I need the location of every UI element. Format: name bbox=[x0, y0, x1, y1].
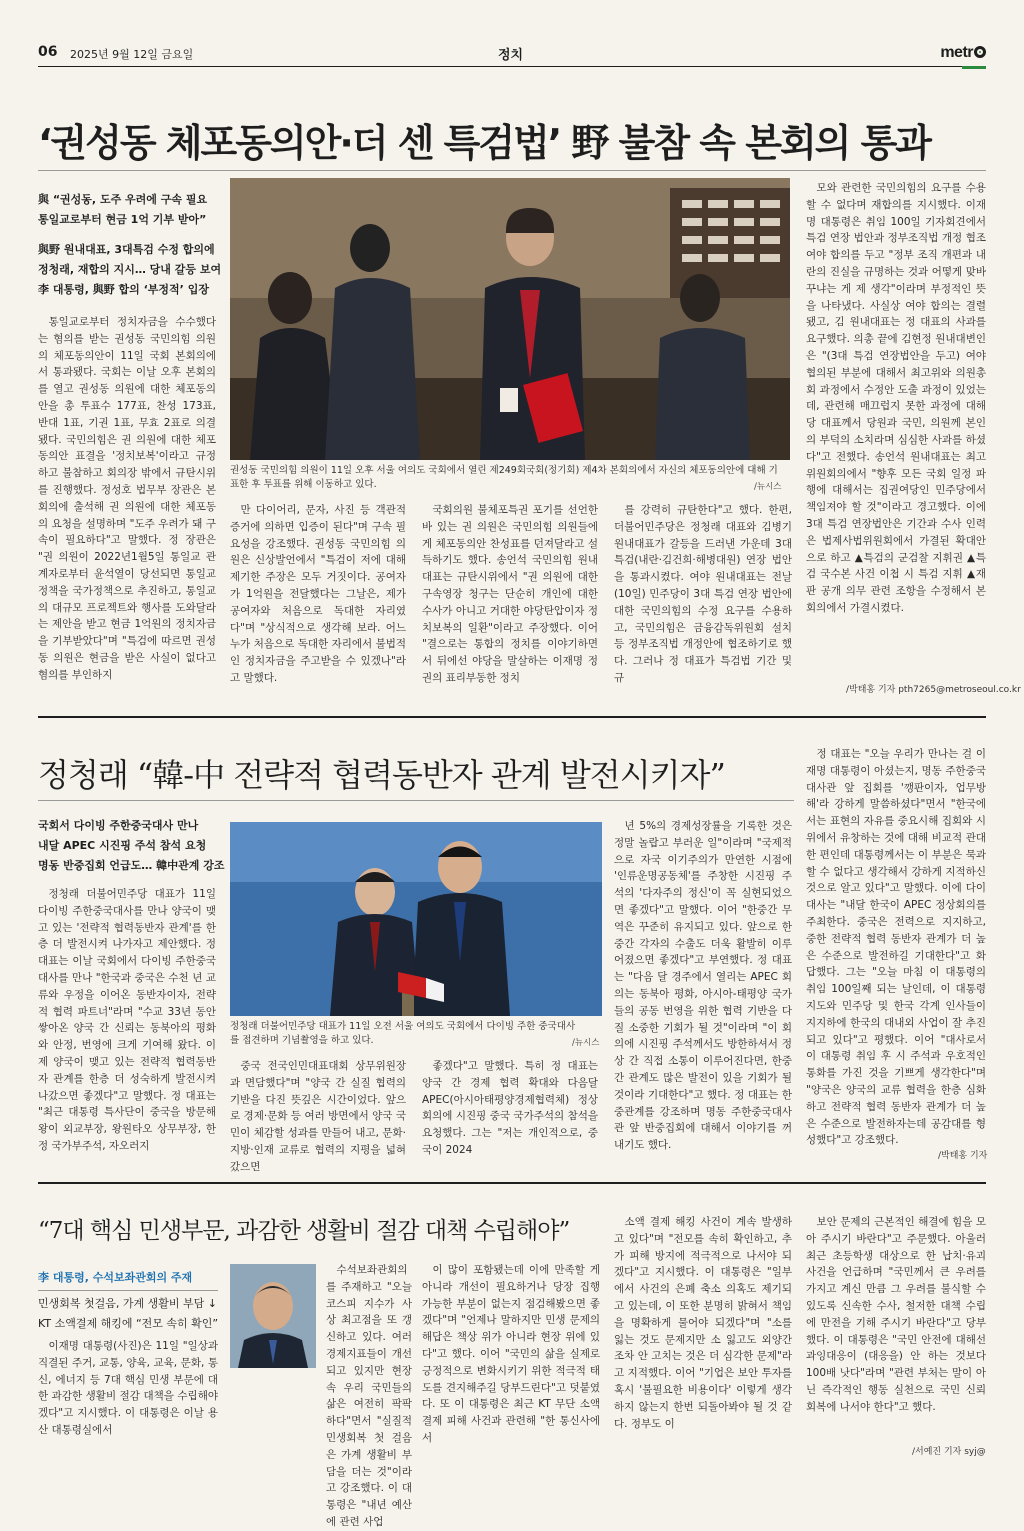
article1-column-4 bbox=[614, 502, 792, 700]
article3-byline: /서예진 기자 syj@ bbox=[912, 1447, 986, 1457]
article2-col5-text: 정 대표는 "오늘 우리가 만나는 걸 이재명 대통령이 아셨는지, 명동 주한중국대사관 앞 집회를 '깽판이자, 업무방해'라 강하게 말씀하셨다"면서 "한국에서는 표현의 자유를 중요시해 집회와 시위에서 유창하는 것에 대해 비교적 관대한 편인데 대통령께서는 이 부분은 묵과할 수 없다고 생각해서 강하게 지적하신 것으로 알고 있다"고 말했다. 이에 다이 대사는 "내달 한국이 APEC 정상회의를 주최한다. 중국은 전력으로 지지하고, 중한 전략적 협력 동반자 관계가 더 높은 수준으로 발전하길 기대한다"고 화답했다. 그는 "오늘 마침 이 대통령의 취임 100일째 되는 날인데, 이 대통령 지도와 민주당 및 한국 각계 인사들이 지지하에 한국의 대내외 사업이 잘 추진되고 있다"고 평했다. 이어 "대사로서 이 대통령 취임 후 시 주석과 우호적인 통화를 가진 것을 기쁘게 생각한다"며 "양국은 양국의 교류 협력을 한층 심화하고 전략적 협력 동반자 관계가 더 높은 수준으로 발전하자는데 공감대를 형성했다"고 강조했다. bbox=[806, 748, 986, 1147]
article2-photo bbox=[230, 822, 602, 1016]
article3-subhead-3: KT 소액결제 해킹에 “전모 속히 확인” bbox=[38, 1317, 219, 1330]
page-header bbox=[38, 44, 986, 64]
article2-photo-credit: /뉴시스 bbox=[572, 1038, 600, 1048]
article1-bottom-rule bbox=[38, 716, 986, 718]
logo-text: metr bbox=[940, 44, 973, 61]
article1-subhead-5: 李 대통령, 與野 합의 ‘부정적’ 입장 bbox=[38, 283, 209, 296]
logo-mark-icon bbox=[974, 46, 986, 58]
article2-col1-text: 정청래 더불어민주당 대표가 11일 다이빙 주한중국대사를 만나 양국이 맺고 있는 '전략적 협력동반자 관계'를 한층 더 발전시켜 나가자고 제안했다. 정 대표는 이날 국회에서 다이빙 주한중국대사를 만나 "한국과 중국은 수천 년 교류와 우정을 이어온 동반자이자, 전략적 협력 파트너"라며 "수교 33년 동안 쌓아온 양국 간 신뢰는 동북아의 평화와 안정, 번영에 크게 기여해 왔다. 이제 양국이 맺고 있는 전략적 협력동반자 관계를 한층 더 성숙하게 발전시켜 나갔으면 좋겠다"고 말했다. 정 대표는 "최근 대통령 특사단이 중국을 방문해 왕이 외교부장, 왕원타오 상무부장, 한정 국가부주석, 자오러지 bbox=[38, 888, 216, 1152]
article3-col4-text: 소액 결제 해킹 사건이 계속 발생하고 있다"며 "전모를 속히 확인하고, 추가 피해 방지에 적극적으로 나서야 되겠다"고 지시했다. 이 대통령은 "일부에서 사건의 은폐 축소 의혹도 제기되고 있는데, 이 또한 분명히 밝혀서 책임을 명확하게 물어야 되겠다"며 "소를 잃는 것도 문제지만 소 잃고도 외양간조차 안 고치는 것은 더 심각한 문제"라고 지적했다. 이어 "기업은 보안 투자를 혹시 '불필요한 비용이다' 이렇게 생각하지 않는지 한번 되돌아봐야 될 것 같다. 정부도 이 bbox=[614, 1216, 792, 1430]
article1-col1-text: 통일교로부터 정치자금을 수수했다는 혐의를 받는 권성동 국민의힘 의원의 체포동의안이 11일 국회 본회의에서 통과됐다. 국회는 이날 오후 본회의를 열고 권성동 의원에 대한 체포동의안을 총 투표수 177표, 찬성 173표, 반대 1표, 기권 1표, 무효 2표로 의결됐다. 국민의힘은 권 의원에 대한 체포동의안 표결을 '정치보복'이라고 규정하고 불참하고 회의장 밖에서 규탄시위를 진행했다. 정성호 법무부 장관은 본회의에 출석해 권 의원에 대한 체포동의 요청을 설명하며 "도주 우려가 돼 구속이 필요하다"고 말했다. 정 장관은 "권 의원이 2022년1월5일 통일교 관계자로부터 윤석열이 당선되면 통일교 정책을 국가정책으로 추진하고, 통일교의 대규모 프로젝트와 행사를 도와달라는 제안을 받고 현금 1억원의 정치자금을 기부받았다"며 "특검에 따르면 권성동 의원은 현금을 받은 사실이 없다고 혐의를 부인하지 bbox=[38, 316, 216, 681]
president-portrait bbox=[230, 1264, 316, 1368]
page-number: 06 bbox=[38, 44, 58, 60]
article1-column-1 bbox=[38, 314, 216, 700]
article1-photo-credit: /뉴시스 bbox=[754, 482, 782, 492]
article3-subhead-2: 민생회복 첫걸음, 가계 생활비 부담 ↓ bbox=[38, 1297, 217, 1310]
article1-photo-caption: 권성동 국민의힘 의원이 11일 오후 서울 여의도 국회에서 열린 제249회국회(정기회) 제4차 본회의에서 자신의 체포동의안에 대해 기표한 후 투표를 위해 이동하고 있다. bbox=[230, 465, 778, 490]
article3-col5-text: 보안 문제의 근본적인 해결에 힘을 모아 주시기 바란다"고 주문했다. 아울러 최근 초등학생 대상으로 한 납치·유괴 사건을 언급하며 "국민께서 큰 우려를 가지고 계신 만큼 그 우려를 불식할 수 있도록 신속한 수사, 철저한 대책 수립에 만전을 기해 주시기 바란다"고 당부했다. 이 대통령은 "국민 안전에 대해선 과잉대응이 (대응을) 안 하는 것보다 100배 낫다"라며 "관련 부처는 말이 아닌 즉각적인 행동 실천으로 국민 신뢰 회복에 나서야 한다"고 했다. bbox=[806, 1216, 986, 1413]
article2-col2-text: 중국 전국인민대표대회 상무위원장과 면담했다"며 "양국 간 실질 협력의 기반을 다진 뜻깊은 시간이었다. 앞으로 경제·문화 등 여러 방면에서 양국 국민이 체감할 성과를 만들어 내고, 문화·지방·인재 교류로 협력의 지평을 넓혀갔으면 bbox=[230, 1060, 406, 1173]
article3-column-4 bbox=[614, 1214, 792, 1462]
article3-headline: “7대 핵심 민생부문, 과감한 생활비 절감 대책 수립해야” bbox=[38, 1218, 570, 1244]
article2-bottom-rule bbox=[38, 1182, 986, 1184]
article1-col4-text: 를 강력히 규탄한다"고 했다. 한편, 더불어민주당은 정청래 대표와 김병기 원내대표가 갈등을 드러낸 가운데 3대 특검(내란·김건희·해병대원) 연장 법안을 통과시켰다. 여야 원내대표는 전날(10일) 민주당이 3대 특검 연장 법안에 대한 국민의힘의 수정 요구를 수용하고, 국민의힘은 금융감독위원회 설치 등 정부조직법 개정안에 협조하기로 했다. 그러나 정 대표가 특검법 기간 및 규 bbox=[614, 504, 792, 684]
article2-column-3 bbox=[422, 1058, 598, 1166]
article3-col2-text: 수석보좌관회의를 주재하고 "오늘 코스피 지수가 사상 최고점을 또 갱신하고 있다. 여러 경제지표들이 개선되고 있지만 현장 속 우리 국민들의 삶은 여전히 팍팍하다"면서 "실질적 민생회복 첫 걸음은 가계 생활비 부담을 더는 것"이라고 강조했다. 이 대통령은 "내년 예산에 관련 사업 bbox=[326, 1264, 412, 1528]
article3-col3-text: 이 많이 포함됐는데 이에 만족할 게 아니라 개선이 필요하거나 당장 집행 가능한 부분이 없는지 점검해봤으면 좋겠다"며 "언제나 말하지만 민생 문제의 해답은 책상 위가 아니라 현장 위에 있다"고 했다. 이어 "국민의 삶을 실제로 긍정적으로 변화시키기 위한 적극적 태도를 견지해주길 당부드린다"고 덧붙였다. 또 이 대통령은 최근 KT 무단 소액결제 피해 사건과 관련해 "한 통신사에서 bbox=[422, 1264, 600, 1444]
portrait-illustration bbox=[230, 1264, 316, 1368]
header-rule bbox=[38, 66, 986, 67]
article1-column-5 bbox=[806, 180, 986, 674]
article3-subhead-1: 李 대통령, 수석보좌관회의 주재 bbox=[38, 1271, 193, 1284]
meeting-scene-illustration bbox=[230, 822, 602, 1016]
article3-subhead-rule bbox=[38, 1290, 218, 1291]
article1-column-2 bbox=[230, 502, 406, 700]
article3-column-2a bbox=[326, 1262, 412, 1528]
metro-logo bbox=[940, 44, 986, 62]
article1-byline: /박태홍 기자 pth7265@metroseoul.co.kr bbox=[846, 685, 1021, 695]
article2-subhead-2: 내달 APEC 시진핑 주석 참석 요청 bbox=[38, 839, 207, 852]
article2-top-rule bbox=[38, 800, 794, 801]
article2-col3-text: 좋겠다"고 말했다. 특히 정 대표는 양국 간 경제 협력 확대와 다음달 APEC(아시아태평양경제협력체) 정상회의에 시진핑 중국 국가주석의 참석을 요청했다. 그는 "저는 개인적으로, 중국이 2024 bbox=[422, 1060, 598, 1156]
article2-subhead-3: 명동 반중집회 언급도… 韓中관계 강조 bbox=[38, 859, 225, 872]
article1-subhead-2: 통일교로부터 현금 1억 기부 받아” bbox=[38, 213, 207, 226]
article1-photo bbox=[230, 178, 790, 460]
article2-col4-text: 년 5%의 경제성장률을 기록한 것은 정말 놀랍고 부러운 일"이라며 "국제적으로 자국 이기주의가 만연한 시점에 '인류운명공동체'를 주창한 시진핑 주석의 '다자주의 정신'이 꼭 실현되었으면 좋겠다"고 말했다. 이어 "한중간 무역은 꾸준히 유지되고 있다. 앞으로 한중간 각자의 수출도 더욱 활발히 이루어졌으면 좋겠다"고 부연했다. 정 대표는 "다음 달 경주에서 열리는 APEC 회의는 동북아 평화, 아시아-태평양 국가들의 공동 번영을 위한 협력 기반을 다질 소중한 기회가 될 것"이라며 "이 회의에 시진핑 주석께서도 방한하셔서 정상 간 직접 소통이 이루어진다면, 한중간 관계도 많은 발전이 있을 기회가 될 것이라 기대한다"고 했다. 정 대표는 한중관계를 강조하며 명동 주한중국대사관 앞 반중집회에 대해서 이야기를 꺼내기도 했다. bbox=[614, 820, 792, 1152]
article1-subhead-3: 與野 원내대표, 3대특검 수정 합의에 bbox=[38, 243, 215, 256]
article3-column-1 bbox=[38, 1338, 218, 1456]
article1-col2-text: 만 다이어리, 문자, 사진 등 객관적 증거에 의하면 입증이 된다"며 구속 필요성을 강조했다. 권성동 국민의힘 의원은 신상발언에서 "특검이 저에 대해 제기한 주장은 모두 거짓이다. 공여자가 1억원을 전달했다는 그날은, 제가 공여자와 처음으로 독대한 자리였다"며 "상식적으로 생각해 보라. 어느 누가 처음으로 독대한 자리에서 불법적인 정치자금을 주고받을 수 있겠나"라고 말했다. bbox=[230, 504, 406, 684]
article1-subhead-1: 與 “권성동, 도주 우려에 구속 필요 bbox=[38, 193, 208, 206]
article2-headline: 정청래 “韓-中 전략적 협력동반자 관계 발전시키자” bbox=[38, 756, 725, 794]
article1-top-rule bbox=[38, 170, 986, 171]
article1-subhead-4: 정청래, 재합의 지시… 당내 갈등 보여 bbox=[38, 263, 222, 276]
article2-column-1 bbox=[38, 886, 216, 1166]
article3-column-3 bbox=[422, 1262, 600, 1462]
article2-subhead-1: 국회서 다이빙 주한중국대사 만나 bbox=[38, 819, 199, 832]
article2-photo-caption: 정청래 더불어민주당 대표가 11일 오전 서울 여의도 국회에서 다이빙 주한 중국대사를 접견하며 기념촬영을 하고 있다. bbox=[230, 1021, 576, 1046]
article1-column-3 bbox=[422, 502, 598, 700]
article1-col5-text: 모와 관련한 국민의힘의 요구를 수용할 수 없다며 재합의를 지시했다. 이재명 대통령은 취임 100일 기자회견에서 특검 연장 법안과 정부조직법 개정 협조 여야 합의를 두고 "정부 조직 개편과 내란의 진실을 규명하는 것과 어떻게 맞바꾸냐는 게 제 생각"이라며 부정적인 뜻을 나타냈다. 사실상 여야 합의는 결렬됐고, 김 원내대표는 정 대표의 사과를 요구했다. 의총 끝에 김현정 원내대변인은 "(3대 특검 연장법안을 두고) 여야 협의된 부분에 대해서 최고위와 의원총회 과정에서 수정안 도출 과정이 있었는데, 관련해 매끄럽지 못한 과정에 대해 당 대표께서 당원과 국민, 의원께 본인의 부덕의 소치라며 심심한 사과를 하셨다"고 전했다. 송언석 원내대표는 최고위원회의에서 "향후 모든 국회 일정 파행에 대해서는 집권여당인 민주당에서 책임져야 할 것"이라고 경고했다. 이에 3대 특검 연장법안은 기간과 수사 인력은 법제사법위원회에서 가결된 확대안으로 하고 ▲특검의 군검찰 지휘권 ▲특검 국수본 사건 이첩 시 특검 지휘 ▲재판 공개 의무 관련 조항을 수정해서 본회의에서 가결시켰다. bbox=[806, 182, 986, 614]
article2-column-4 bbox=[614, 818, 792, 1164]
article2-column-2 bbox=[230, 1058, 406, 1173]
article2-byline: /박태홍 기자 bbox=[938, 1151, 988, 1161]
article3-column-5 bbox=[806, 1214, 986, 1442]
issue-date: 2025년 9월 12일 금요일 bbox=[70, 48, 194, 61]
header-accent bbox=[962, 66, 986, 69]
article1-col3-text: 국회의원 불체포특권 포기를 선언한 바 있는 권 의원은 국민의힘 의원들에게 체포동의안 찬성표를 던져달라고 설득하기도 했다. 송언석 국민의힘 원내대표는 규탄시위에서 "권 의원에 대한 구속영장 청구는 단순히 개인에 대한 수사가 아니고 거대한 야당탄압이자 정치보복의 일환"이라고 주장했다. 이어 "결으로는 통합의 정치를 이야기하면서 뒤에선 야당을 말살하는 이재명 정권의 표리부동한 정치 bbox=[422, 504, 598, 684]
article1-headline: ‘권성동 체포동의안·더 센 특검법’ 野 불참 속 본회의 통과 bbox=[38, 121, 931, 165]
section-name: 정치 bbox=[498, 48, 524, 63]
article2-column-5 bbox=[806, 746, 986, 1147]
article3-col1-text: 이재명 대통령(사진)은 11일 "일상과 직결된 주거, 교통, 양육, 교육, 문화, 통신, 에너지 등 7대 핵심 민생 부문에 대한 과감한 생활비 절감 대책을 수립해야겠다"고 지시했다. 이 대통령은 이날 용산 대통령실에서 bbox=[38, 1340, 218, 1436]
assembly-scene-illustration bbox=[230, 178, 790, 460]
